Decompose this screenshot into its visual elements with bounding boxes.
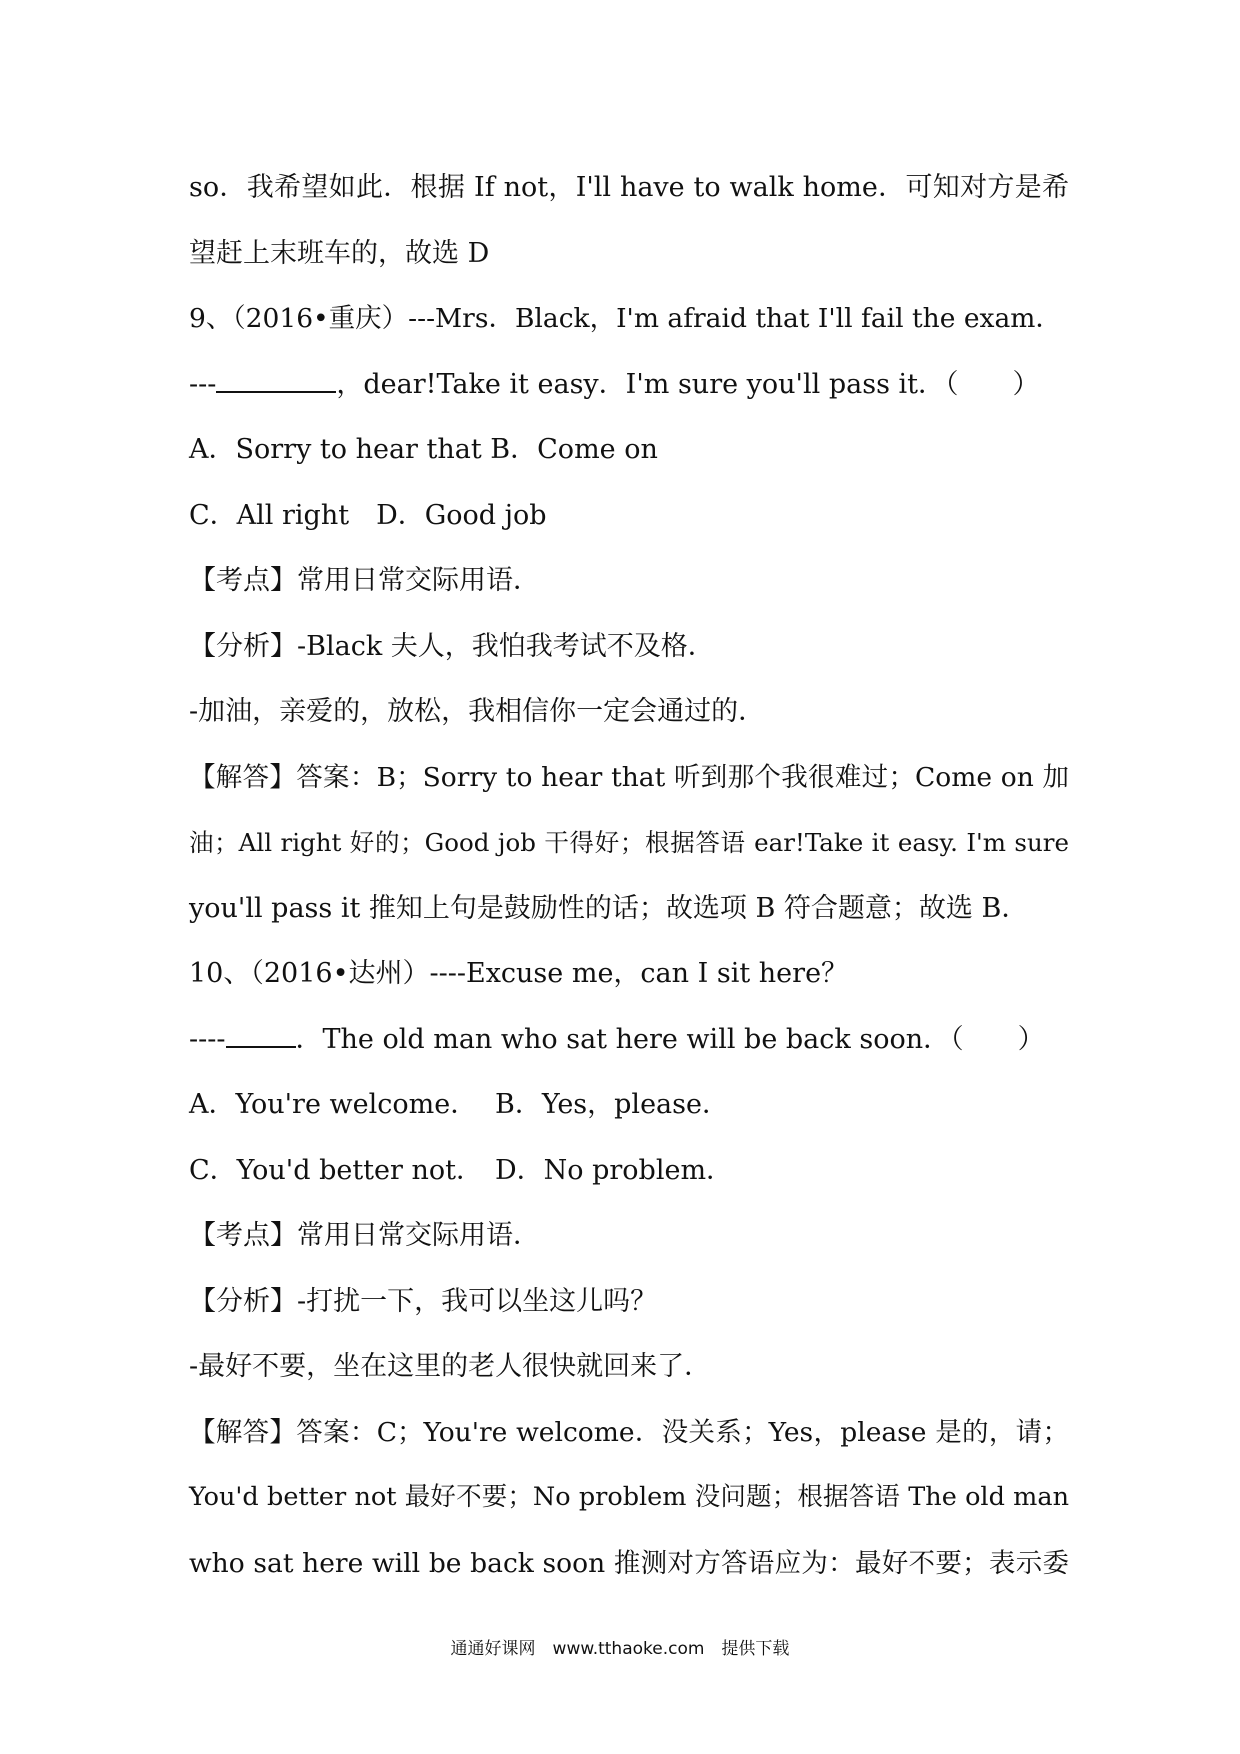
question-9-analysis: 【分析】-Black 夫人，我怕我考试不及格． (189, 630, 715, 662)
question-9-stem (189, 352, 1069, 418)
question-9-analysis: -加油，亲爱的，放松，我相信你一定会通过的． (189, 696, 766, 727)
answer-prefix: --- (189, 368, 217, 400)
question-10-answer: 【解答】答案：C；You're welcome．没关系；Yes，please 是的，请； (189, 1416, 1069, 1448)
answer-prefix: ---- (189, 1023, 226, 1055)
answer-blank (226, 1024, 296, 1048)
question-9-stem-text: ，dear!Take it easy．I'm sure you'll pass it．（ ） (336, 368, 1040, 400)
text-line: so．我希望如此．根据 If not，I'll have to walk home．可知对方是希 (189, 172, 1069, 203)
question-9-kaodian: 【考点】常用日常交际用语． (189, 565, 540, 596)
question-9-answer: you'll pass it 推知上句是鼓励性的话；故选项 B 符合题意；故选 B． (189, 892, 1029, 924)
option-b: B．Yes，please． (495, 1089, 729, 1120)
question-9-options-ab: A．Sorry to hear that B．Come on (189, 434, 658, 465)
question-9-options-cd: C．All right D．Good job (189, 499, 547, 531)
question-10-title: 10、（2016•达州）----Excuse me，can I sit here？ (189, 958, 849, 989)
question-10-answer: You'd better not 最好不要；No problem 没问题；根据答语 The old man (189, 1482, 1069, 1512)
text-line: 望赶上末班车的，故选 D (189, 237, 490, 269)
option-a: A．You're welcome． (189, 1089, 478, 1120)
question-9-answer: 油；All right 好的；Good job 干得好；根据答语 ear!Take it easy. I'm sure (189, 828, 1069, 857)
option-c: C．You'd better not． (189, 1154, 483, 1186)
question-10-answer: who sat here will be back soon 推测对方答语应为：最好不要；表示委 (189, 1547, 1069, 1579)
question-9-title: 9、（2016•重庆）---Mrs．Black，I'm afraid that I'll fail the exam． (189, 303, 1062, 334)
page-footer: 通通好课网 www.tthaoke.com 提供下载 (450, 1639, 790, 1659)
question-10-stem-text: ．The old man who sat here will be back soon．（ ） (295, 1023, 1045, 1055)
question-10-analysis: 【分析】-打扰一下，我可以坐这儿吗？ (189, 1285, 658, 1317)
question-10-analysis: -最好不要，坐在这里的老人很快就回来了． (189, 1351, 712, 1382)
answer-blank (216, 369, 336, 393)
question-10-stem (189, 1007, 1069, 1073)
question-10-options-ab (189, 1072, 1069, 1138)
question-10-options-cd (189, 1138, 1069, 1204)
question-9-answer: 【解答】答案：B；Sorry to hear that 听到那个我很难过；Come on 加 (189, 761, 1069, 793)
option-d: D．No problem． (495, 1154, 734, 1186)
document-body (189, 155, 1069, 1596)
question-10-kaodian: 【考点】常用日常交际用语． (189, 1220, 540, 1251)
